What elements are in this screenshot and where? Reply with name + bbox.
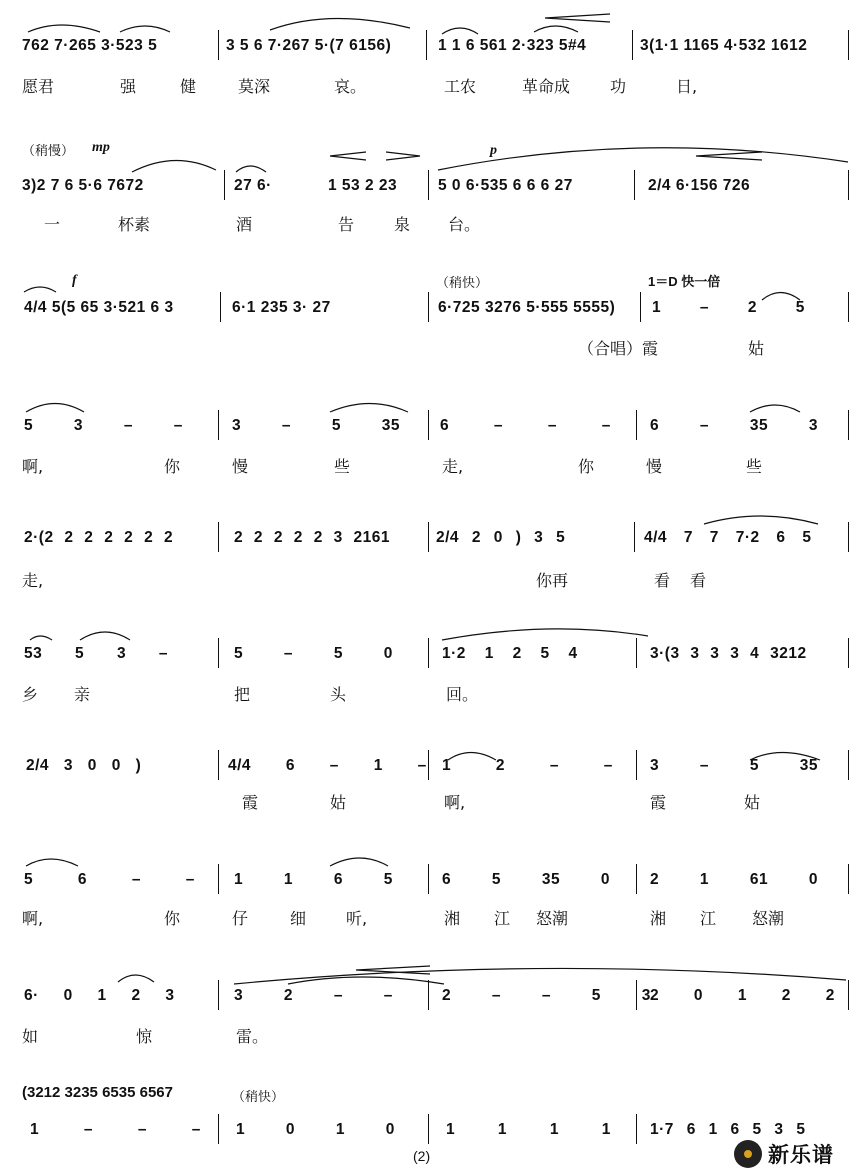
measure-3: 1 53 2 23 — [328, 177, 398, 194]
barline — [218, 1114, 219, 1144]
lyric: 雷。 — [236, 1027, 269, 1046]
measure-4: 1 – 2 5 — [652, 299, 805, 316]
lyric: 细 — [290, 909, 307, 928]
lyric: 亲 — [74, 685, 91, 704]
lyric: 江 — [700, 909, 717, 928]
lyric: 把 — [234, 685, 251, 704]
barline — [634, 522, 635, 552]
lyrics-line — [0, 570, 861, 594]
barline — [218, 522, 219, 552]
barline — [848, 864, 849, 894]
lyric: 台。 — [448, 215, 481, 234]
notation-line — [0, 298, 861, 328]
measure-4: 6 – 35 3 — [650, 417, 819, 434]
barline — [636, 864, 637, 894]
key-tempo-marking: 1＝D 快一倍 — [648, 274, 721, 289]
lyrics-line — [0, 338, 861, 362]
barline — [848, 980, 849, 1010]
slur — [28, 25, 100, 32]
hairpin — [386, 152, 420, 160]
measure-1: 1 – – – — [30, 1121, 201, 1138]
lyric: 愿君 — [22, 77, 55, 96]
lyric: 哀。 — [334, 77, 367, 96]
barline — [428, 292, 429, 322]
lyric: 回。 — [446, 685, 479, 704]
measure-2: 5 – 5 0 — [234, 645, 393, 662]
measure-2: 27 6· — [234, 177, 272, 194]
slur — [236, 166, 266, 172]
barline — [218, 864, 219, 894]
measure-2: 2 2 2 2 2 3 2161 — [234, 529, 391, 546]
slur — [750, 405, 800, 412]
lyric: 莫深 — [238, 77, 271, 96]
lyric: 慢 — [232, 457, 249, 476]
barline — [428, 864, 429, 894]
measure-3: 6 – – – — [440, 417, 611, 434]
measure-3: 1·2 1 2 5 4 — [442, 645, 578, 662]
lyric: 告 — [338, 215, 355, 234]
barline — [220, 292, 221, 322]
lyric: 湘 — [444, 909, 461, 928]
notation-line — [0, 36, 861, 66]
measure-1: 5 3 – – — [24, 417, 183, 434]
lyric: 功 — [610, 77, 627, 96]
tempo-marking: （稍快） — [436, 275, 489, 290]
lyric: 走, — [22, 571, 44, 590]
barline — [218, 410, 219, 440]
measure-2: 1 0 1 0 — [236, 1121, 395, 1138]
lyric: 姑 — [744, 793, 761, 812]
barline — [428, 750, 429, 780]
lyric: 如 — [22, 1027, 39, 1046]
measure-2: 1 1 6 5 — [234, 871, 393, 888]
barline — [218, 980, 219, 1010]
lyric: 走, — [442, 457, 464, 476]
barline — [634, 170, 635, 200]
lyrics-line — [0, 76, 861, 100]
measure-2: 6·1 235 3· 27 — [232, 299, 331, 316]
measure-4: 4/4 7 7 7·2 6 5 — [644, 529, 812, 546]
lyric: 日, — [676, 77, 698, 96]
lyric: 健 — [180, 77, 197, 96]
barline — [848, 522, 849, 552]
barline — [848, 750, 849, 780]
notation-line — [0, 986, 861, 1016]
lyric: 怒潮 — [536, 909, 569, 928]
barline — [636, 1114, 637, 1144]
barline — [426, 30, 427, 60]
hairpin — [330, 152, 366, 160]
barline — [848, 292, 849, 322]
slur — [120, 26, 170, 32]
slur — [442, 28, 478, 34]
lyric: 怒潮 — [752, 909, 785, 928]
slur — [118, 975, 154, 982]
page-number: (2) — [413, 1148, 431, 1164]
lyric: 啊, — [444, 793, 466, 812]
measure-4: 3 – 5 35 — [650, 757, 819, 774]
measure-4: 2 1 61 0 — [650, 871, 819, 888]
lyric: 你 — [164, 457, 181, 476]
notation-line — [0, 528, 861, 558]
notation-line — [0, 870, 861, 900]
lyric: 看 — [690, 571, 707, 590]
barline — [428, 170, 429, 200]
barline — [428, 980, 429, 1010]
lyric: 仔 — [232, 909, 249, 928]
barline — [636, 410, 637, 440]
slur — [26, 404, 84, 413]
lyric: 姑 — [748, 339, 765, 358]
slur — [442, 629, 648, 640]
barline — [640, 292, 641, 322]
tempo-marking: （稍快） — [232, 1089, 285, 1104]
barline — [632, 30, 633, 60]
slur — [132, 160, 216, 172]
lyrics-line — [0, 684, 861, 708]
measure-3: 1 2 – – — [442, 757, 613, 774]
lyric: 你再 — [536, 571, 569, 590]
slur — [330, 858, 388, 866]
lyric: 乡 — [22, 685, 39, 704]
measure-3: 2/4 2 0 ) 3 5 — [436, 529, 566, 546]
accompaniment-figure: (3212 3235 6535 6567 — [22, 1084, 173, 1101]
lyric: 一 — [44, 215, 61, 234]
lyric: 杯素 — [118, 215, 151, 234]
measure-3: 1 1 6 561 2·323 5#4 — [438, 37, 587, 54]
slur — [30, 636, 52, 640]
lyric: 霞 — [650, 793, 667, 812]
barline — [848, 170, 849, 200]
slur — [80, 632, 130, 640]
notation-line — [0, 176, 861, 206]
dynamic-mp: mp — [92, 140, 110, 155]
barline — [218, 638, 219, 668]
lyric: 头 — [330, 685, 347, 704]
lyric: 些 — [746, 457, 763, 476]
lyric: 慢 — [646, 457, 663, 476]
lyric: 些 — [334, 457, 351, 476]
lyric: 啊, — [22, 457, 44, 476]
barline — [428, 410, 429, 440]
measure-2: 3 2 – – — [234, 987, 393, 1004]
slur — [24, 287, 56, 292]
lyrics-line — [0, 1026, 861, 1050]
lyric: 你 — [578, 457, 595, 476]
measure-1: 3)2 7 6 5·6 7672 — [22, 177, 144, 194]
hairpin — [356, 966, 430, 974]
dynamic-f: f — [72, 273, 77, 288]
lyric: 湘 — [650, 909, 667, 928]
slur — [234, 968, 846, 984]
measure-4: 3(1·1 1165 4·532 1612 — [640, 37, 808, 54]
barline — [224, 170, 225, 200]
logo-text: 新乐谱 — [768, 1143, 834, 1167]
slur — [330, 404, 408, 413]
measure-4: 5 0 6·535 6 6 6 27 — [438, 177, 573, 194]
barline — [636, 638, 637, 668]
lyric: 看 — [654, 571, 671, 590]
measure-3: 1 1 1 1 — [446, 1121, 611, 1138]
measure-2: 3 – 5 35 — [232, 417, 401, 434]
barline — [428, 638, 429, 668]
lyric: 姑 — [330, 793, 347, 812]
measure-5: 2/4 6·156 726 — [648, 177, 751, 194]
barline — [428, 522, 429, 552]
site-logo — [734, 1138, 854, 1170]
lyric: 革命成 — [522, 77, 571, 96]
slur — [26, 859, 78, 866]
measure-1: 4/4 5(5 65 3·521 6 3 — [24, 299, 174, 316]
measure-1: 5 6 – – — [24, 871, 195, 888]
barline — [848, 30, 849, 60]
lyrics-line — [0, 456, 861, 480]
notation-line — [0, 644, 861, 674]
lyrics-line — [0, 214, 861, 238]
barline — [428, 1114, 429, 1144]
barline — [218, 750, 219, 780]
slur — [270, 18, 410, 30]
measure-4: 3·(3 3 3 3 4 3212 — [650, 645, 807, 662]
barline — [218, 30, 219, 60]
dynamic-p: p — [490, 143, 497, 158]
tempo-marking: （稍慢） — [22, 143, 75, 158]
lyric: 惊 — [136, 1027, 153, 1046]
slur — [704, 516, 818, 524]
lyric: 酒 — [236, 215, 253, 234]
slur — [288, 977, 444, 984]
hairpin — [696, 152, 762, 160]
lyric: 你 — [164, 909, 181, 928]
barline — [636, 980, 637, 1010]
notation-line — [0, 756, 861, 786]
measure-3: 6 5 35 0 — [442, 871, 611, 888]
measure-2: 3 5 6 7·267 5·(7 6156) — [226, 37, 392, 54]
measure-4: 2 0 1 2 2 — [650, 987, 835, 1004]
notation-line — [0, 1120, 861, 1150]
lyrics-line — [0, 792, 861, 816]
lyric: （合唱）霞 — [578, 339, 659, 358]
measure-1: 53 5 3 – — [24, 645, 169, 662]
slur — [438, 148, 848, 170]
measure-1: 6· 0 1 2 3 — [24, 987, 175, 1004]
hairpin — [545, 14, 610, 22]
lyric: 强 — [120, 77, 137, 96]
lyric: 霞 — [242, 793, 259, 812]
measure-2: 4/4 6 – 1 – — [228, 757, 427, 774]
measure-1: 2/4 3 0 0 ) — [26, 757, 142, 774]
measure-3: 2 – – 5 3 — [442, 987, 651, 1004]
lyric: 泉 — [394, 215, 411, 234]
slur — [534, 26, 578, 32]
measure-3: 6·725 3276 5·555 5555) — [438, 299, 616, 316]
lyric: 江 — [494, 909, 511, 928]
measure-4: 1·7 6 1 6 5 3 5 — [650, 1121, 806, 1138]
measure-1: 762 7·265 3·523 5 — [22, 37, 158, 54]
barline — [636, 750, 637, 780]
notation-line — [0, 416, 861, 446]
lyrics-line — [0, 908, 861, 932]
barline — [848, 410, 849, 440]
measure-1: 2·(2 2 2 2 2 2 2 — [24, 529, 174, 546]
barline — [848, 638, 849, 668]
lyric: 工农 — [444, 77, 477, 96]
lyric: 啊, — [22, 909, 44, 928]
record-icon — [734, 1140, 762, 1168]
lyric: 听, — [346, 909, 368, 928]
